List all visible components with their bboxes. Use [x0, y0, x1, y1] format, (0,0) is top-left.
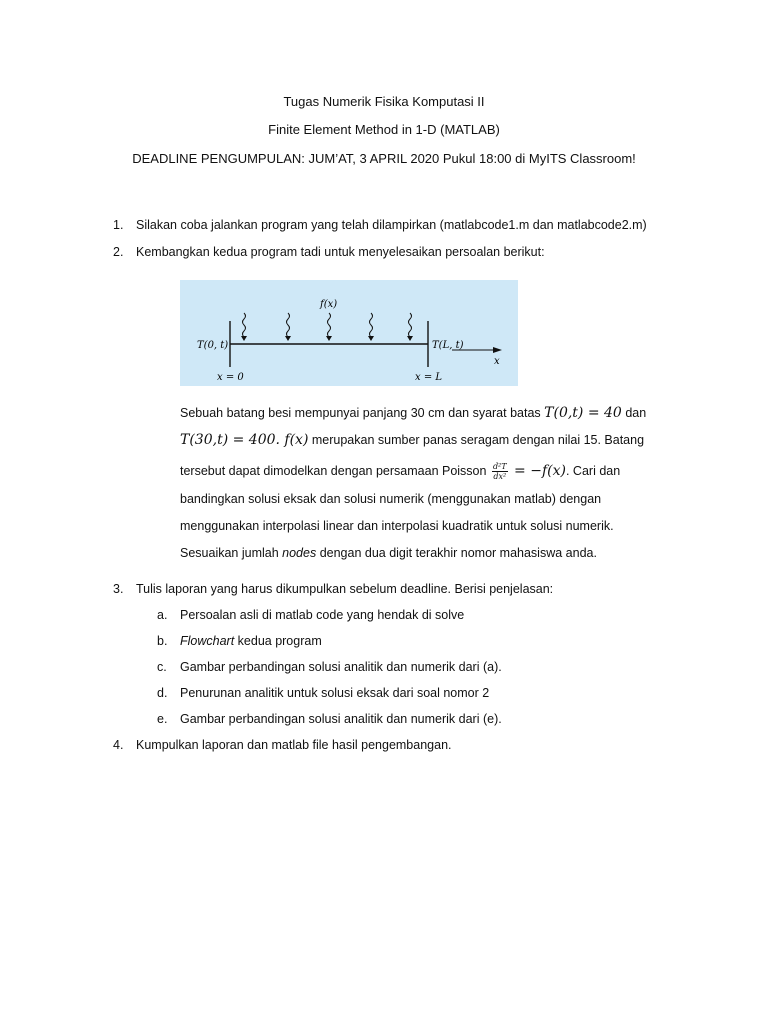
heat-arrow — [370, 313, 373, 337]
rod-figure — [180, 280, 518, 386]
subitem-b-text: Flowchart kedua program — [180, 634, 322, 648]
source-label: f(x) — [320, 299, 338, 310]
item-3-text: Tulis laporan yang harus dikumpulkan sebelum deadline. Berisi penjelasan: — [136, 582, 554, 596]
item-2-number: 2. — [113, 245, 124, 259]
problem-line-1: Sebuah batang besi mempunyai panjang 30 cm dan syarat batas T(0,t) = 40 dan — [180, 405, 647, 421]
subitem-d-label: d. — [157, 686, 168, 700]
heat-arrow — [243, 313, 246, 337]
heat-arrow — [409, 313, 412, 337]
subitem-a-label: a. — [157, 608, 168, 622]
problem-line-5: menggunakan interpolasi linear dan interpolasi kuadratik untuk solusi numerik. — [180, 519, 614, 533]
subitem-c-text: Gambar perbandingan solusi analitik dan numerik dari (a). — [180, 660, 502, 674]
rod-diagram — [180, 280, 518, 386]
x-zero-label: x = 0 — [217, 372, 244, 383]
subitem-a-text: Persoalan asli di matlab code yang hendak di solve — [180, 608, 465, 622]
left-temp-label: T(0, t) — [197, 340, 229, 351]
item-4-text: Kumpulkan laporan dan matlab file hasil pengembangan. — [136, 738, 452, 752]
x-L-label: x = L — [415, 372, 443, 383]
page-subtitle: Finite Element Method in 1-D (MATLAB) — [268, 122, 500, 137]
subitem-b-label: b. — [157, 634, 168, 648]
problem-line-6: Sesuaikan jumlah nodes dengan dua digit terakhir nomor mahasiswa anda. — [180, 546, 597, 560]
item-1-text: Silakan coba jalankan program yang telah dilampirkan (matlabcode1.m dan matlabcode2.m) — [136, 218, 647, 232]
heat-arrow — [328, 313, 331, 337]
heat-arrow — [287, 313, 290, 337]
item-3-number: 3. — [113, 582, 124, 596]
item-1-number: 1. — [113, 218, 124, 232]
heat-source-arrows — [243, 313, 412, 337]
item-4-number: 4. — [113, 738, 124, 752]
subitem-c-label: c. — [157, 660, 167, 674]
item-2-text: Kembangkan kedua program tadi untuk menyelesaikan persoalan berikut: — [136, 245, 545, 259]
boundary-condition-left: T(0,t) = 40 — [544, 405, 622, 421]
x-axis-arrowhead — [493, 347, 502, 353]
subitem-e-text: Gambar perbandingan solusi analitik dan numerik dari (e). — [180, 712, 502, 726]
axis-x-label: x — [494, 356, 500, 367]
heat-arrowheads — [241, 336, 413, 341]
problem-line-2: T(30,t) = 400. f(x) merupakan sumber panas seragam dengan nilai 15. Batang — [180, 432, 645, 448]
page-title: Tugas Numerik Fisika Komputasi II — [283, 94, 485, 109]
deadline-text: DEADLINE PENGUMPULAN: JUM’AT, 3 APRIL 2020 Pukul 18:00 di MyITS Classroom! — [132, 151, 636, 166]
problem-line-3: tersebut dapat dimodelkan dengan persamaan Poisson $\frac{\text{d²T}}{\text{dx²}}$ = −f(x). Cari dan — [180, 462, 621, 481]
boundary-condition-right: T(30,t) = 400. f(x) — [180, 432, 309, 448]
problem-line-4: bandingkan solusi eksak dan solusi numerik (menggunakan matlab) dengan — [180, 492, 602, 506]
subitem-d-text: Penurunan analitik untuk solusi eksak dari soal nomor 2 — [180, 686, 490, 700]
right-temp-label: T(L, t) — [432, 340, 464, 351]
poisson-equation: = −f(x) — [509, 462, 566, 479]
subitem-e-label: e. — [157, 712, 168, 726]
poisson-fraction: $\frac{\text{d²T}}{\text{dx²}}$ — [492, 462, 507, 481]
